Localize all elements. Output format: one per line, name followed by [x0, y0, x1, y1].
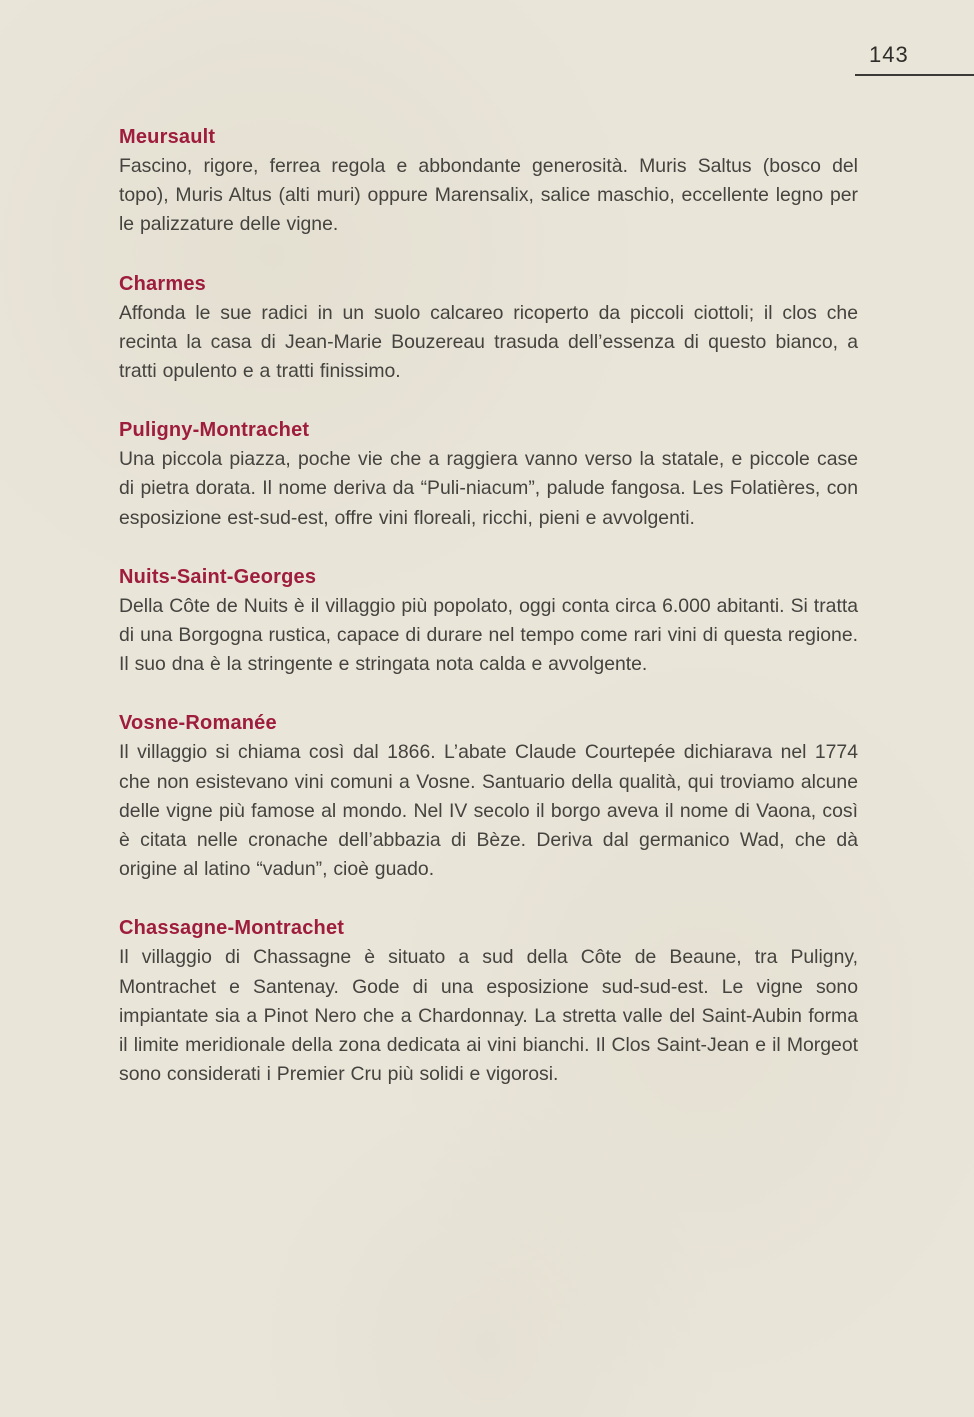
header-rule — [855, 74, 974, 76]
section-heading: Meursault — [119, 126, 216, 148]
section-heading: Nuits-Saint-Georges — [119, 565, 317, 588]
wine-section — [119, 270, 858, 387]
section-body: Una piccola piazza, poche vie che a raggiera vanno verso la statale, e piccole case di pietra dorata. Il nome deriva da “Puli-niacum”, palude fangosa. Les Folatières, con esposizione est-sud-est, offre vini floreali, ricchi, pieni e avvolgenti. — [119, 448, 858, 529]
section-body: Della Côte de Nuits è il villaggio più popolato, oggi conta circa 6.000 abitanti. Si tratta di una Borgogna rustica, capace di durare nel tempo come rari vini di questa regione. Il suo dna è la stringente e stringata nota calda e avvolgente. — [119, 594, 858, 676]
page-number: 143 — [869, 42, 909, 67]
section-body: Fascino, rigore, ferrea regola e abbondante generosità. Muris Saltus (bosco del topo), Muris Altus (alti muri) oppure Marensalix, salice maschio, eccellente legno per le palizzature delle vigne. — [119, 155, 858, 236]
wine-section — [119, 563, 858, 680]
section-body: Il villaggio di Chassagne è situato a sud della Côte de Beaune, tra Puligny, Montrachet e Santenay. Gode di una esposizione sud-sud-est. Le vigne sono impiantate sia a Pinot Nero che a Chardonnay. La stretta valle del Saint-Aubin forma il limite meridionale della zona dedicata ai vini bianchi. Il Clos Saint-Jean e il Morgeot sono considerati i Premier Cru più solidi e vigorosi. — [119, 946, 858, 1086]
section-body: Il villaggio si chiama così dal 1866. L’abate Claude Courtepée dichiarava nel 1774 che non esistevano vini comuni a Vosne. Santuario della qualità, qui troviamo alcune delle vigne più famose al mondo. Nel IV secolo il borgo aveva il nome di Vaona, così è citata nelle cronache dell’abbazia di Bèze. Deriva dal germanico Wad, che dà origine al latino “vadun”, cioè guado. — [119, 741, 858, 881]
wine-section — [119, 709, 858, 884]
page-content — [119, 123, 858, 1119]
section-heading: Charmes — [119, 272, 206, 295]
wine-section — [119, 914, 858, 1089]
section-body: Affonda le sue radici in un suolo calcareo ricoperto da piccoli ciottoli; il clos che recinta la casa di Jean-Marie Bouzereau trasuda dell’essenza di questo bianco, a tratti opulento e a tratti finissimo. — [119, 301, 858, 383]
section-heading: Vosne-Romanée — [119, 712, 277, 735]
section-heading: Puligny-Montrachet — [119, 419, 310, 442]
wine-section — [119, 416, 858, 533]
wine-section — [119, 123, 858, 240]
section-heading: Chassagne-Montrachet — [119, 917, 345, 940]
